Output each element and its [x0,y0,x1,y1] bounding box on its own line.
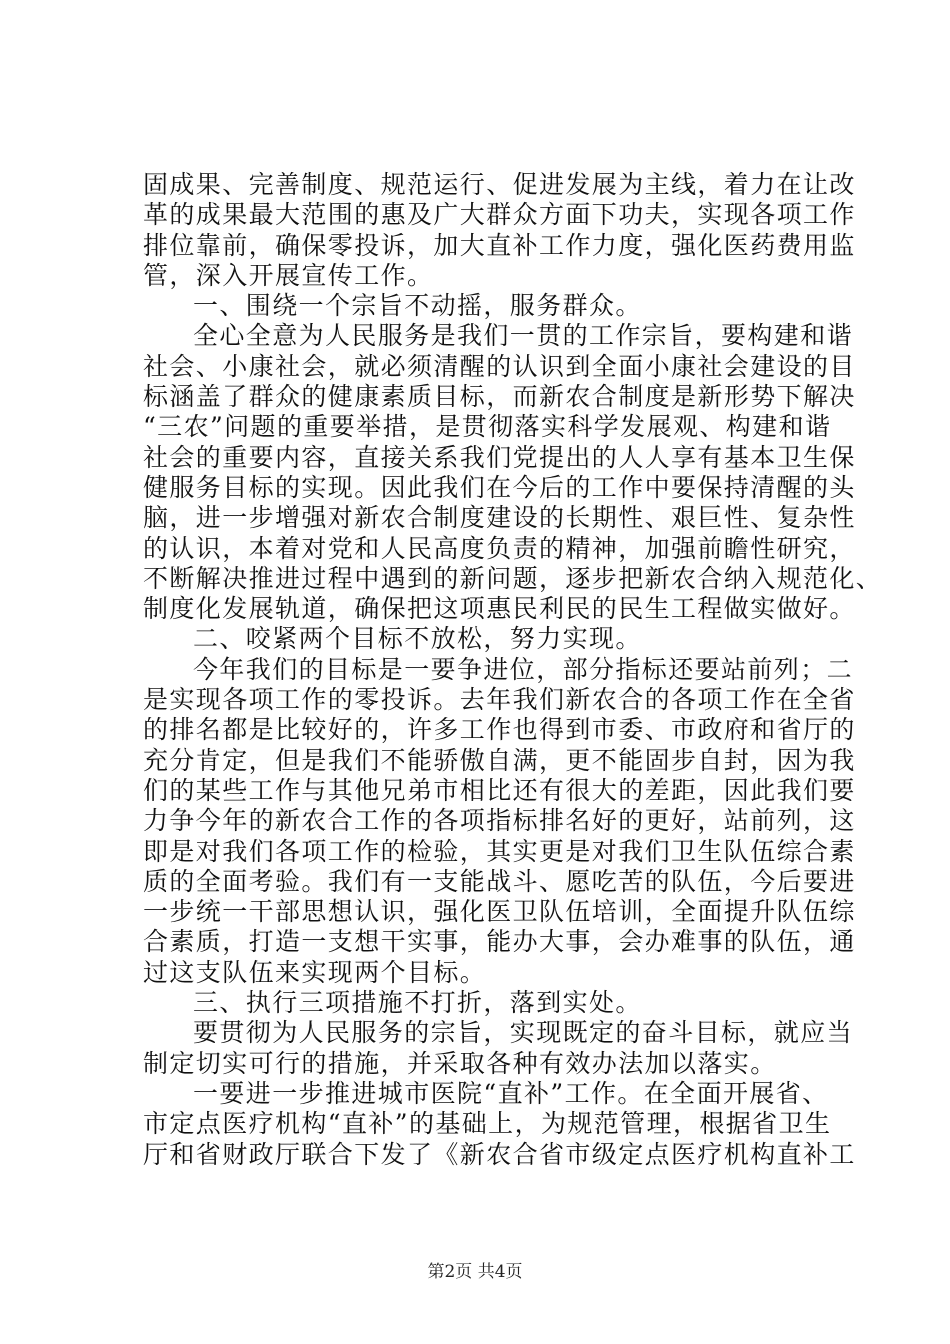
text-line: 一、围绕一个宗旨不动摇，服务群众。 [193,291,642,321]
text-line: 即是对我们各项工作的检验，其实更是对我们卫生队伍综合素 [143,836,856,866]
text-line: 今年我们的目标是一要争进位，部分指标还要站前列；二 [193,654,854,684]
text-line: 管，深入开展宣传工作。 [143,260,434,290]
text-line: “三农”问题的重要举措，是贯彻落实科学发展观、构建和谐 [143,412,832,442]
page-footer: 第2页 共4页 [427,1262,523,1282]
text-line: 质的全面考验。我们有一支能战斗、愿吃苦的队伍，今后要进 [143,866,856,896]
text-line: 二、咬紧两个目标不放松，努力实现。 [193,624,642,654]
text-line: 社会的重要内容，直接关系我们党提出的人人享有基本卫生保 [143,442,856,472]
text-line: 的认识，本着对党和人民高度负责的精神，加强前瞻性研究， [143,533,856,563]
text-line: 固成果、完善制度、规范运行、促进发展为主线，着力在让改 [143,170,856,199]
text-line: 社会、小康社会，就必须清醒的认识到全面小康社会建设的目 [143,351,856,381]
text-line: 排位靠前，确保零投诉，加大直补工作力度，强化医药费用监 [143,230,856,260]
text-line: 是实现各项工作的零投诉。去年我们新农合的各项工作在全省 [143,685,856,715]
text-line: 过这支队伍来实现两个目标。 [143,957,487,987]
text-line: 制定切实可行的措施，并采取各种有效办法加以落实。 [143,1048,777,1078]
text-line: 们的某些工作与其他兄弟市相比还有很大的差距，因此我们要 [143,775,856,805]
text-line: 一要进一步推进城市医院“直补”工作。在全面开展省、 [193,1078,829,1108]
text-line: 三、执行三项措施不打折，落到实处。 [193,988,642,1018]
text-line: 厅和省财政厅联合下发了《新农合省市级定点医疗机构直补工 [143,1139,856,1169]
text-line: 要贯彻为人民服务的宗旨，实现既定的奋斗目标，就应当 [193,1018,854,1048]
text-line: 的排名都是比较好的，许多工作也得到市委、市政府和省厅的 [143,715,856,745]
text-line: 制度化发展轨道，确保把这项惠民利民的民生工程做实做好。 [143,594,856,624]
text-line: 一步统一干部思想认识，强化医卫队伍培训，全面提升队伍综 [143,897,856,927]
text-line: 健服务目标的实现。因此我们在今后的工作中要保持清醒的头 [143,472,856,502]
text-line: 力争今年的新农合工作的各项指标排名好的更好，站前列，这 [143,806,856,836]
text-line: 充分肯定，但是我们不能骄傲自满，更不能固步自封，因为我 [143,745,856,775]
text-line: 市定点医疗机构“直补”的基础上，为规范管理，根据省卫生 [143,1109,832,1139]
text-line: 革的成果最大范围的惠及广大群众方面下功夫，实现各项工作 [143,200,856,230]
text-line: 脑，进一步增强对新农合制度建设的长期性、艰巨性、复杂性 [143,503,856,533]
text-line: 全心全意为人民服务是我们一贯的工作宗旨，要构建和谐 [193,321,854,351]
text-line: 标涵盖了群众的健康素质目标，而新农合制度是新形势下解决 [143,382,856,412]
text-line: 合素质，打造一支想干实事，能办大事，会办难事的队伍，通 [143,927,856,957]
document-body [143,170,883,1170]
text-line: 不断解决推进过程中遇到的新问题，逐步把新农合纳入规范化、 [143,563,883,593]
